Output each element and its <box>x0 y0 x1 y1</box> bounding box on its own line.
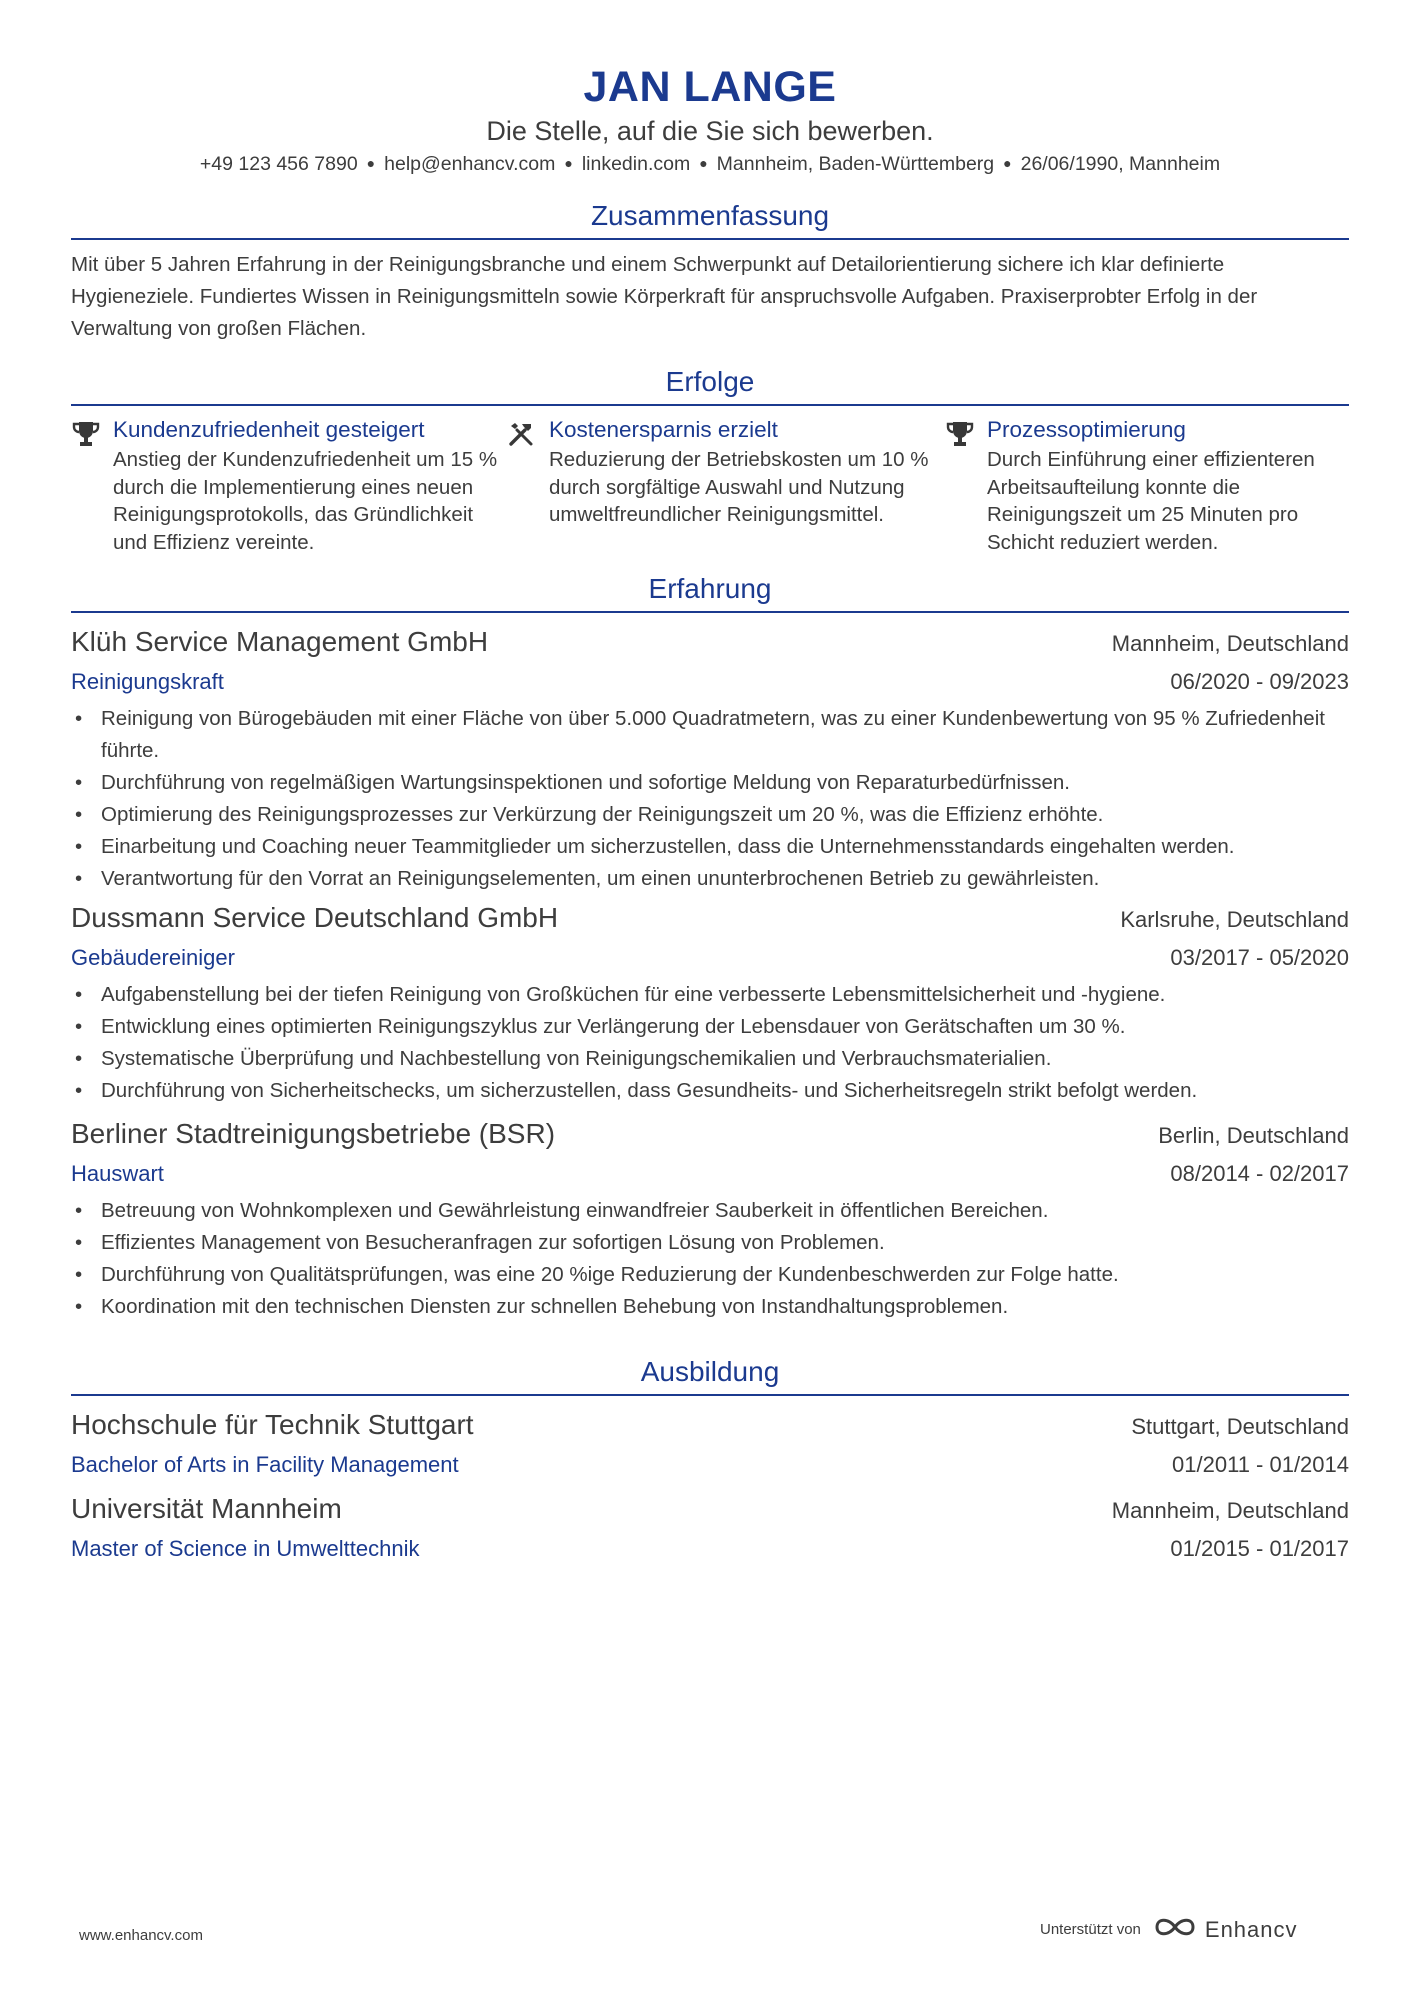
job-bullet: • Betreuung von Wohnkomplexen und Gewährleistung einwandfreier Sauberkeit in öffentlichen Bereichen. <box>71 1195 1349 1227</box>
separator-dot: ● <box>366 155 376 171</box>
achievement-description: Durch Einführung einer effizienteren Arbeitsaufteilung konnte die Reinigungszeit um 25 Minuten pro Schicht reduziert werden. <box>987 448 1315 554</box>
achievement-title: Kundenzufriedenheit gesteigert <box>113 417 425 442</box>
school-location: Stuttgart, Deutschland <box>1131 1414 1349 1439</box>
achievement-title: Kostenersparnis erzielt <box>549 417 778 442</box>
job-bullet: • Koordination mit den technischen Diensten zur schnellen Behebung von Instandhaltungsproblemen. <box>71 1291 1349 1323</box>
job-entry <box>71 1115 1349 1323</box>
contact-line <box>71 150 1349 179</box>
school-location: Mannheim, Deutschland <box>1111 1498 1349 1523</box>
birth-info: 26/06/1990, Mannheim <box>1020 153 1221 175</box>
achievement-item <box>507 414 945 556</box>
candidate-name: JAN LANGE <box>583 63 837 111</box>
school-name: Universität Mannheim <box>71 1493 342 1524</box>
degree: Bachelor of Arts in Facility Management <box>71 1452 459 1477</box>
separator-dot: ● <box>1003 155 1012 171</box>
job-bullet: • Durchführung von regelmäßigen Wartungsinspektionen und sofortige Meldung von Reparaturbedürfnissen. <box>71 767 1349 799</box>
company-name: Dussmann Service Deutschland GmbH <box>71 902 559 933</box>
achievement-title: Prozessoptimierung <box>987 417 1186 442</box>
education-entry <box>71 1490 1349 1568</box>
degree: Master of Science in Umwelttechnik <box>71 1536 420 1561</box>
job-bullets <box>71 979 1349 1107</box>
job-role: Gebäudereiniger <box>71 945 235 970</box>
achievements-title: Erfolge <box>71 363 1349 406</box>
phone: +49 123 456 7890 <box>199 153 358 175</box>
enhancv-logo-icon <box>1153 1914 1197 1945</box>
job-bullet: • Systematische Überprüfung und Nachbestellung von Reinigungschemikalien und Verbrauchsmaterialien. <box>71 1043 1349 1075</box>
trophy-icon <box>71 414 113 556</box>
trophy-icon <box>945 414 987 556</box>
company-name: Klüh Service Management GmbH <box>71 626 489 657</box>
summary-text: Mit über 5 Jahren Erfahrung in der Reinigungsbranche und einem Schwerpunkt auf Detailorientierung sichere ich klar definierte Hygieneziele. Fundiertes Wissen in Reinigungsmitteln sowie Körperkraft für anspruchsvolle Aufgaben. Praxiserprobter Erfolg in der Verwaltung von großen Flächen. <box>71 253 1258 340</box>
achievement-description: Anstieg der Kundenzufriedenheit um 15 % durch die Implementierung eines neuen Reinigungsprotokolls, das Gründlichkeit und Effizienz vereinte. <box>113 448 498 554</box>
job-entry <box>71 623 1349 895</box>
job-title: Die Stelle, auf die Sie sich bewerben. <box>486 116 934 146</box>
resume-page <box>71 0 1349 1568</box>
job-bullet: • Einarbeitung und Coaching neuer Teammitglieder um sicherzustellen, dass die Unternehmensstandards eingehalten werden. <box>71 831 1349 863</box>
footer-branding <box>1040 1914 1298 1945</box>
job-bullets <box>71 1195 1349 1323</box>
achievement-item <box>945 414 1349 556</box>
job-role: Reinigungskraft <box>71 669 224 694</box>
job-location: Karlsruhe, Deutschland <box>1120 907 1349 932</box>
education-dates: 01/2011 - 01/2014 <box>1172 1452 1349 1477</box>
job-bullet: • Effizientes Management von Besucheranfragen zur sofortigen Lösung von Problemen. <box>71 1227 1349 1259</box>
separator-dot: ● <box>564 155 573 171</box>
powered-by-label: Unterstützt von <box>1040 1921 1141 1938</box>
job-dates: 06/2020 - 09/2023 <box>1170 669 1349 694</box>
resume-header <box>71 62 1349 179</box>
job-bullet: • Optimierung des Reinigungsprozesses zur Verkürzung der Reinigungszeit um 20 %, was die Effizienz erhöhte. <box>71 799 1349 831</box>
education-entry <box>71 1406 1349 1484</box>
job-dates: 08/2014 - 02/2017 <box>1170 1161 1349 1186</box>
job-dates: 03/2017 - 05/2020 <box>1170 945 1349 970</box>
job-bullet: • Reinigung von Bürogebäuden mit einer Fläche von über 5.000 Quadratmetern, was zu einer Kundenbewertung von 95 % Zufriedenheit führte. <box>71 703 1349 767</box>
job-location: Mannheim, Deutschland <box>1111 631 1349 656</box>
achievement-item <box>71 414 507 556</box>
brand-name: Enhancv <box>1204 1916 1298 1942</box>
summary-section <box>71 197 1349 345</box>
address: Mannheim, Baden-Württemberg <box>716 153 995 175</box>
summary-title: Zusammenfassung <box>71 197 1349 240</box>
job-location: Berlin, Deutschland <box>1158 1123 1349 1148</box>
job-bullet: • Verantwortung für den Vorrat an Reinigungselementen, um einen ununterbrochenen Betrieb zu gewährleisten. <box>71 863 1349 895</box>
linkedin: linkedin.com <box>581 153 691 175</box>
job-bullet: • Entwicklung eines optimierten Reinigungszyklus zur Verlängerung der Lebensdauer von Gerätschaften um 30 %. <box>71 1011 1349 1043</box>
job-bullet: • Durchführung von Sicherheitschecks, um sicherzustellen, dass Gesundheits- und Sicherheitsregeln strikt befolgt werden. <box>71 1075 1349 1107</box>
company-name: Berliner Stadtreinigungsbetriebe (BSR) <box>71 1118 556 1149</box>
education-section <box>71 1353 1349 1568</box>
job-bullet: • Durchführung von Qualitätsprüfungen, was eine 20 %ige Reduzierung der Kundenbeschwerden zur Folge hatte. <box>71 1259 1349 1291</box>
achievements-section <box>71 363 1349 556</box>
job-bullet: • Aufgabenstellung bei der tiefen Reinigung von Großküchen für eine verbesserte Lebensmittelsicherheit und -hygiene. <box>71 979 1349 1011</box>
school-name: Hochschule für Technik Stuttgart <box>71 1409 474 1440</box>
footer-website[interactable]: www.enhancv.com <box>79 1927 203 1944</box>
education-title: Ausbildung <box>71 1353 1349 1396</box>
job-bullets <box>71 703 1349 895</box>
tools-icon <box>507 414 549 556</box>
job-role: Hauswart <box>71 1161 164 1186</box>
education-dates: 01/2015 - 01/2017 <box>1170 1536 1349 1561</box>
email: help@enhancv.com <box>384 153 556 175</box>
achievement-description: Reduzierung der Betriebskosten um 10 % durch sorgfältige Auswahl und Nutzung umweltfreundlicher Reinigungsmittel. <box>549 448 929 526</box>
achievements-list <box>71 414 1349 556</box>
experience-title: Erfahrung <box>71 570 1349 613</box>
experience-section <box>71 570 1349 1323</box>
job-entry <box>71 899 1349 1107</box>
separator-dot: ● <box>699 155 708 171</box>
